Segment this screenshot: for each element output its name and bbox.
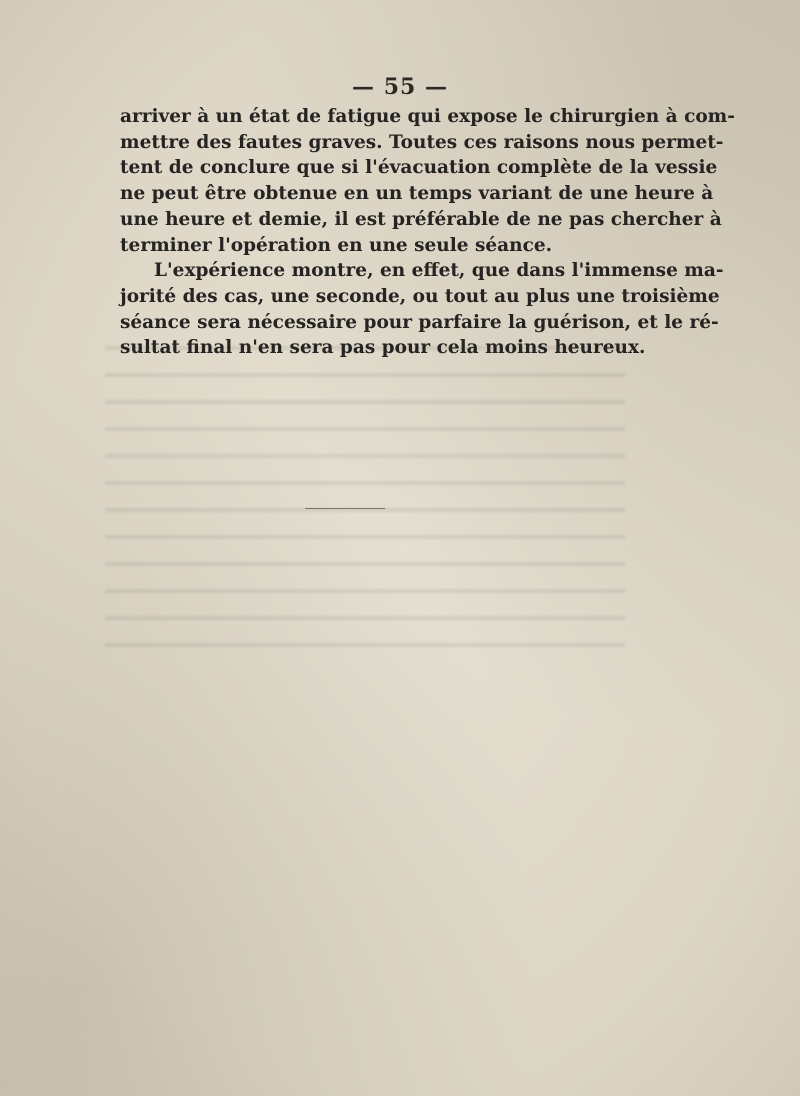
text-line: une heure et demie, il est préférable de ne pas chercher à — [120, 208, 722, 230]
text-line: L'expérience montre, en effet, que dans l'immense ma- — [154, 260, 724, 282]
text-line: ne peut être obtenue en un temps variant de une heure à — [120, 183, 714, 205]
text-line: jorité des cas, une seconde, ou tout au plus une troisième — [120, 285, 720, 307]
text-line: mettre des fautes graves. Toutes ces raisons nous permet- — [120, 131, 724, 153]
text-line: tent de conclure que si l'évacuation complète de la vessie — [120, 157, 718, 179]
body-text — [120, 104, 735, 361]
text-line: arriver à un état de fatigue qui expose le chirurgien à com- — [120, 106, 735, 127]
paragraph-2 — [120, 258, 724, 361]
text-line: séance sera nécessaire pour parfaire la guérison, et le ré- — [120, 311, 719, 333]
page-number: — 55 — — [352, 74, 448, 100]
text-line: sultat final n'en sera pas pour cela moins heureux. — [120, 337, 646, 359]
paragraph-1 — [120, 104, 735, 258]
text-line: terminer l'opération en une seule séance. — [120, 234, 553, 256]
bleed-through-rule — [305, 508, 385, 509]
bleed-through-text — [105, 330, 646, 670]
